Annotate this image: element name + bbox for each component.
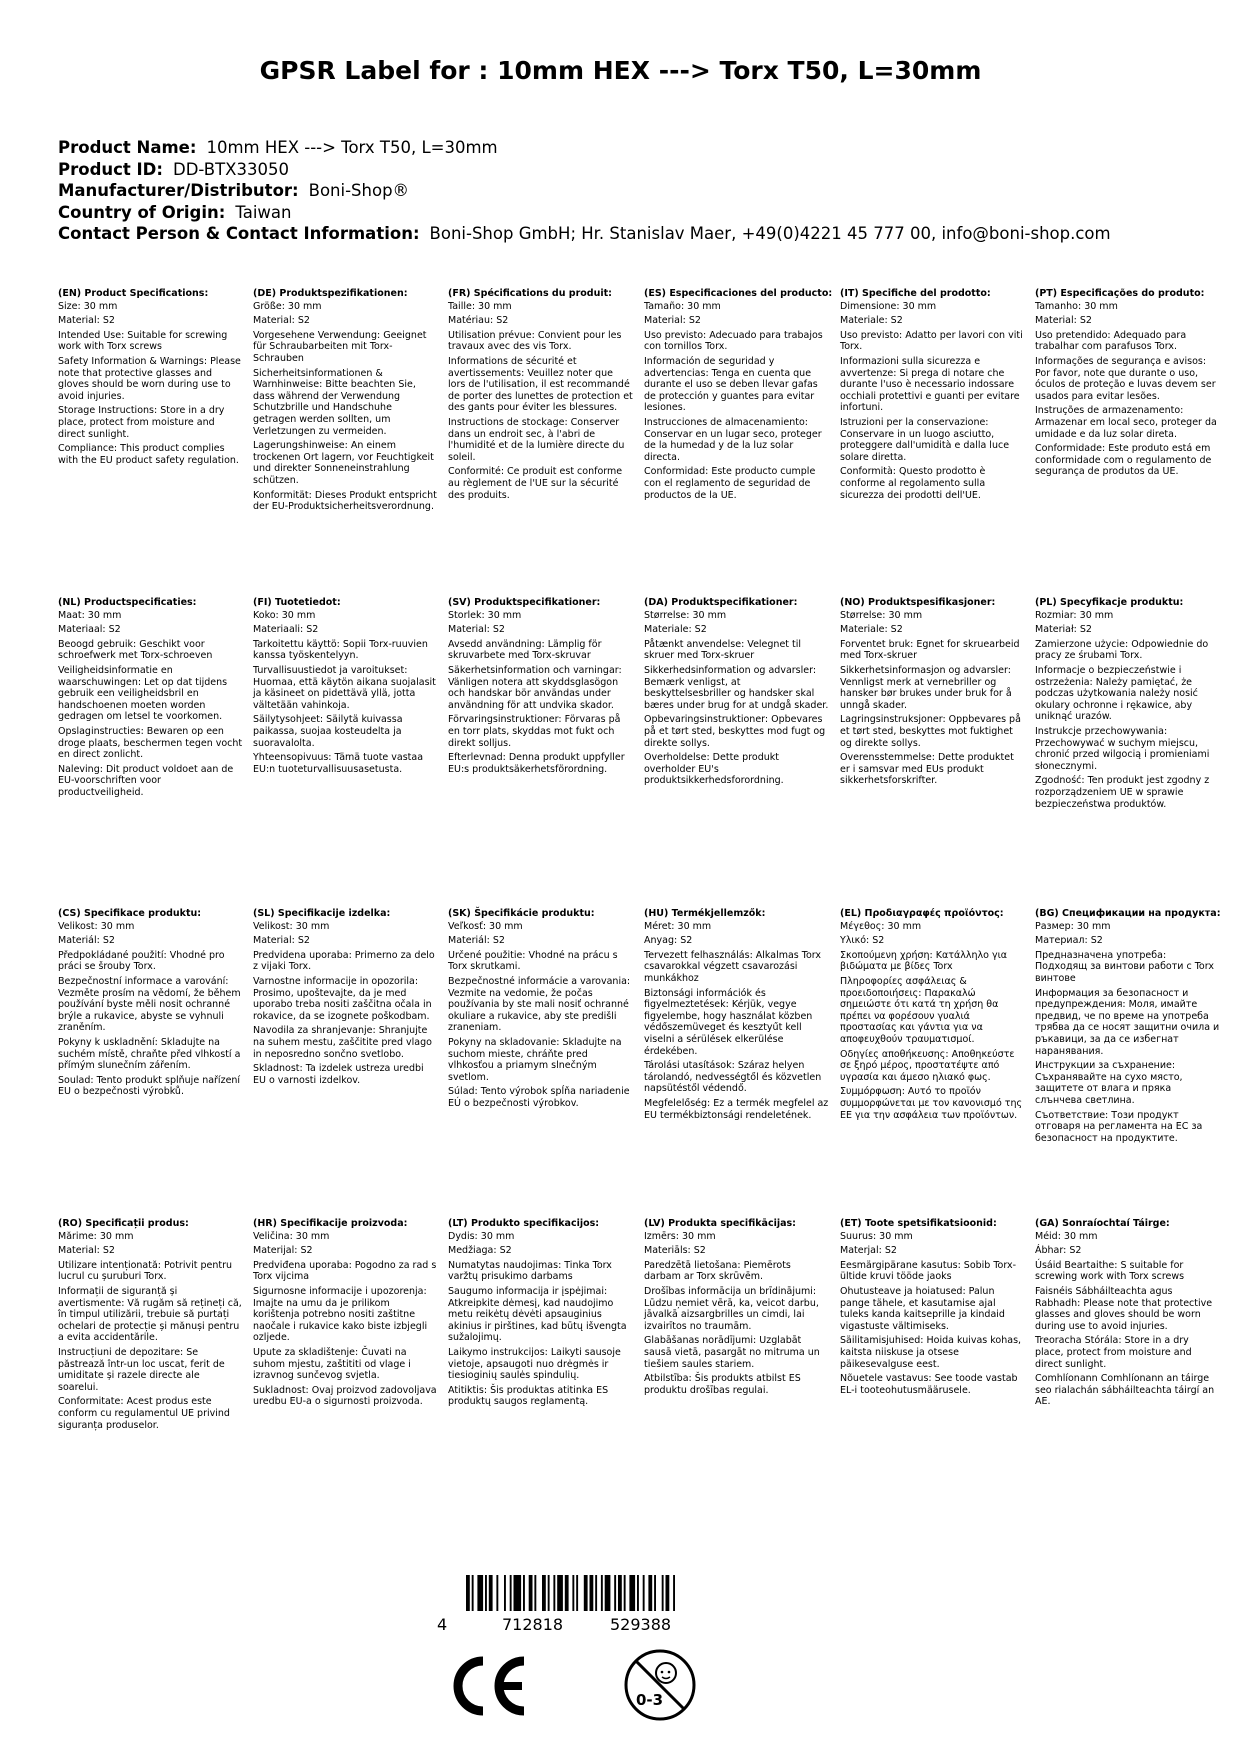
spec-line: Tervezett felhasználás: Alkalmas Torx csavarokkal végzett csavarozási munkákhoz	[644, 949, 822, 984]
spec-line: Veiligheidsinformatie en waarschuwingen: Let op dat tijdens gebruik een veiligheidsbril en handschoenen moeten worden gedragen om letsel te voorkomen.	[58, 664, 228, 723]
spec-line: Bezpečnostní informace a varování: Vezměte prosím na vědomí, že během používání byste měli nosit ochranné brýle a rukavice, abyste se vyhnuli zraněním.	[58, 975, 241, 1034]
barcode-bar	[472, 1575, 474, 1611]
spec-block	[58, 597, 243, 799]
barcode-bar	[673, 1575, 675, 1611]
spec-line: Izmērs: 30 mm	[644, 1230, 716, 1242]
spec-block	[1035, 288, 1220, 478]
spec-line: Sicherheitsinformationen & Warnhinweise: Bitte beachten Sie, dass während der Verwendung Schutzbrille und Handschuhe getragen werden sollten, um Verletzungen zu vermeiden.	[253, 367, 416, 437]
spec-line: Efterlevnad: Denna produkt uppfyller EU:s produktsäkerhetsförordning.	[448, 752, 625, 775]
spec-line: Υλικό: S2	[840, 935, 885, 947]
spec-line: Opbevaringsinstruktioner: Opbevares på et tørt sted, beskyttes mod fugt og direkte sollys.	[644, 714, 826, 749]
spec-line: Съответствие: Този продукт отговаря на регламента на ЕС за безопасност на продуктите.	[1035, 1109, 1203, 1144]
barcode-bar	[514, 1575, 522, 1611]
spec-line: Materiaali: S2	[253, 624, 319, 636]
meta-row	[58, 180, 1208, 202]
spec-line: Sukladnost: Ovaj proizvod zadovoljava uredbu EU-a o sigurnosti proizvoda.	[253, 1384, 437, 1408]
spec-line: Upute za skladištenje: Čuvati na suhom mjestu, zaštititi od vlage i izravnog sunčevog svjetla.	[253, 1346, 411, 1382]
spec-heading: (LT) Produkto specifikacijos:	[448, 1218, 600, 1229]
spec-line: Opslaginstructies: Bewaren op een droge plaats, beschermen tegen vocht en direct zonlicht.	[58, 725, 243, 761]
spec-heading: (HR) Specifikacije proizvoda:	[253, 1218, 408, 1229]
ce-mark-icon	[450, 1655, 530, 1717]
barcode-bar	[605, 1575, 611, 1611]
spec-heading: (ET) Toote spetsifikatsioonid:	[840, 1218, 997, 1229]
spec-line: Overensstemmelse: Dette produktet er i samsvar med EUs produkt sikkerhetsforskrifter.	[840, 752, 1014, 787]
spec-heading: (NL) Productspecificaties:	[58, 597, 197, 608]
barcode-bar	[595, 1575, 597, 1611]
spec-line: Instruções de armazenamento: Armazenar em local seco, proteger da umidade e da luz solar direta.	[1035, 405, 1217, 440]
meta-value: Boni-Shop®	[308, 181, 410, 200]
spec-heading: (RO) Specificații produs:	[58, 1218, 189, 1229]
meta-value: 10mm HEX ---> Torx T50, L=30mm	[206, 138, 498, 157]
spec-line: Materiál: S2	[58, 935, 115, 947]
spec-line: Sikkerhedsinformation og advarsler: Bemærk venligst, at beskyttelsesbriller og handsker skal bæres under brug for at undgå skader.	[644, 664, 829, 711]
spec-line: Predviđena uporaba: Pogodno za rad s Torx vijcima	[253, 1259, 437, 1283]
barcode-bar	[576, 1575, 578, 1611]
spec-line: Informacje o bezpieczeństwie i ostrzeżenia: Należy pamiętać, że podczas użytkowania należy nosić okulary ochronne i rękawice, aby uniknąć urazów.	[1035, 664, 1198, 723]
barcode-bar	[618, 1575, 622, 1611]
spec-heading: (NO) Produktspesifikasjoner:	[840, 597, 996, 608]
spec-line: Materiál: S2	[448, 935, 505, 947]
spec-line: Dydis: 30 mm	[448, 1230, 515, 1242]
spec-line: Eesmärgipärane kasutus: Sobib Torx-ültide kruvi tööde jaoks	[840, 1259, 1017, 1283]
spec-block	[448, 288, 633, 501]
spec-block	[840, 1218, 1025, 1396]
spec-line: Zgodność: Ten produkt jest zgodny z rozporządzeniem UE w sprawie bezpieczeństwa produktów.	[1035, 775, 1210, 810]
barcode-bar	[654, 1575, 656, 1611]
barcode-bar	[662, 1575, 664, 1611]
spec-line: Conformità: Questo prodotto è conforme al regolamento sulla sicurezza dei prodotti dell'UE.	[840, 466, 986, 501]
spec-line: Μέγεθος: 30 mm	[840, 920, 922, 932]
spec-block	[448, 908, 633, 1110]
meta-row	[58, 137, 1208, 159]
spec-heading: (DA) Produktspecifikationer:	[644, 597, 798, 608]
spec-block	[840, 908, 1025, 1121]
spec-line: Úsáid Beartaithe: S suitable for screwing work with Torx screws	[1035, 1259, 1185, 1283]
spec-line: Beoogd gebruik: Geschikt voor schroefwerk met Torx-schroeven	[58, 638, 213, 662]
spec-line: Treoracha Stórála: Store in a dry place, protect from moisture and direct sunlight.	[1035, 1335, 1192, 1370]
barcode-bar	[614, 1575, 616, 1611]
spec-block	[840, 597, 1025, 787]
spec-line: Συμμόρφωση: Αυτό το προϊόν συμμορφώνεται με τον κανονισμό της ΕΕ για την ασφάλεια των προϊόντων.	[840, 1086, 1023, 1121]
spec-line: Tamaño: 30 mm	[644, 300, 721, 312]
spec-line: Storage Instructions: Store in a dry place, protect from moisture and direct sunlight.	[58, 405, 225, 440]
spec-line: Инструкции за съхранение: Съхранявайте на сухо място, защитете от влага и пряка слънчева светлина.	[1035, 1060, 1183, 1106]
spec-line: Förvaringsinstruktioner: Förvaras på en torr plats, skyddas mot fukt och direkt solljus.	[448, 714, 621, 749]
spec-line: Pokyny na skladovanie: Skladujte na suchom mieste, chráňte pred vlhkosťou a priamym slnečným svetlom.	[448, 1036, 622, 1083]
spec-line: Instrukcje przechowywania: Przechowywać w suchym miejscu, chronić przed wilgocią i promieniami słonecznymi.	[1035, 725, 1210, 772]
barcode-bar	[584, 1575, 588, 1611]
spec-line: Instructions de stockage: Conserver dans un endroit sec, à l'abri de l'humidité et de la lumière directe du soleil.	[448, 416, 625, 463]
spec-line: Rozmiar: 30 mm	[1035, 609, 1114, 621]
meta-key: Manufacturer/Distributor:	[58, 181, 299, 200]
barcode-bar	[557, 1575, 563, 1611]
page-title: GPSR Label for : 10mm HEX ---> Torx T50, L=30mm	[259, 56, 982, 85]
spec-line: Οδηγίες αποθήκευσης: Αποθηκεύστε σε ξηρό μέρος, προστατέψτε από υγρασία και άμεσο ηλιακό φως.	[840, 1048, 1015, 1083]
barcode-bar	[489, 1575, 493, 1611]
barcode-bar	[590, 1575, 594, 1611]
spec-line: Informazioni sulla sicurezza e avvertenze: Si prega di notare che durante l'uso è necessario indossare occhiali protettivi e guanti per evitare infortuni.	[840, 355, 1020, 414]
spec-line: Størrelse: 30 mm	[644, 609, 727, 621]
spec-line: Materiaal: S2	[58, 624, 121, 636]
spec-line: Conformité: Ce produit est conforme au règlement de l'UE sur la sécurité des produits.	[448, 466, 623, 501]
meta-row	[58, 159, 1208, 181]
spec-block	[1035, 597, 1220, 810]
spec-line: Conformidad: Este producto cumple con el reglamento de seguridad de productos de la UE.	[644, 466, 816, 501]
spec-line: Säilitamisjuhised: Hoida kuivas kohas, kaitsta niiskuse ja otsese päikesevalguse eest.	[840, 1335, 1022, 1370]
meta-key: Product Name:	[58, 138, 197, 157]
spec-line: Forventet bruk: Egnet for skruearbeid med Torx-skruer	[840, 638, 1020, 662]
barcode-bar	[565, 1575, 569, 1611]
spec-heading: (SV) Produktspecifikationer:	[448, 597, 601, 608]
spec-line: Istruzioni per la conservazione: Conservare in un luogo asciutto, proteggere dall'umidità e dalla luce solare diretta.	[840, 416, 1010, 463]
meta-row	[58, 202, 1208, 224]
spec-line: Předpokládané použití: Vhodné pro práci se šrouby Torx.	[58, 949, 225, 973]
spec-line: Tarkoitettu käyttö: Sopii Torx-ruuvien kanssa työskentelyyn.	[253, 638, 428, 662]
spec-heading: (PL) Specyfikacje produktu:	[1035, 597, 1184, 608]
spec-line: Material: S2	[253, 315, 310, 327]
spec-block	[448, 597, 633, 775]
spec-line: Tárolási utasítások: Száraz helyen tárolandó, nedvességtől és közvetlen napsütéstől védendő.	[644, 1060, 822, 1095]
spec-line: Pokyny k uskladnění: Skladujte na suchém místě, chraňte před vlhkostí a přímým slunečním zářením.	[58, 1036, 241, 1072]
barcode-bar	[666, 1575, 670, 1611]
barcode-bar	[466, 1575, 470, 1611]
spec-line: Turvallisuustiedot ja varoitukset: Huomaa, että käytön aikana suojalasit ja käsineet on pidettävä yllä, jotta vältetään vahinkoja.	[253, 664, 436, 711]
spec-heading: (FI) Tuotetiedot:	[253, 597, 341, 608]
spec-line: Comhlíonann Comhlíonann an táirge seo rialachán sábháilteachta táirgí an AE.	[1035, 1373, 1215, 1408]
spec-line: Säkerhetsinformation och varningar: Vänligen notera att skyddsglasögon och handskar bör användas under användning för att undvika skador.	[448, 664, 622, 711]
spec-line: Uso previsto: Adatto per lavori con viti Torx.	[840, 329, 1023, 353]
spec-line: Atbilstība: Šis produkts atbilst ES produktu drošības regulai.	[644, 1373, 801, 1396]
spec-line: Glabāšanas norādījumi: Uzglabāt sausā vietā, pasargāt no mitruma un tiešiem saules stariem.	[644, 1335, 820, 1370]
spec-line: Instrucțiuni de depozitare: Se păstrează într-un loc uscat, ferit de umiditate și razele directe ale soarelui.	[58, 1346, 225, 1393]
spec-heading: (PT) Especificações do produto:	[1035, 288, 1205, 299]
meta-key: Country of Origin:	[58, 202, 226, 222]
spec-line: Conformitate: Acest produs este conform cu regulamentul UE privind siguranța produselor.	[58, 1396, 230, 1431]
spec-line: Größe: 30 mm	[253, 300, 322, 312]
spec-heading: (LV) Produkta specifikācijas:	[644, 1218, 796, 1229]
barcode-bar	[637, 1575, 639, 1611]
spec-line: Súlad: Tento výrobok spĺňa nariadenie EÚ o bezpečnosti výrobkov.	[448, 1086, 630, 1109]
spec-block	[58, 908, 243, 1098]
spec-heading: (IT) Specifiche del prodotto:	[840, 288, 991, 299]
spec-line: Velikost: 30 mm	[58, 920, 135, 932]
spec-line: Overholdelse: Dette produkt overholder EU's produktsikkerhedsforordning.	[644, 752, 784, 787]
barcode-bar	[624, 1575, 626, 1611]
spec-line: Materjal: S2	[840, 1245, 897, 1257]
product-meta	[58, 137, 1208, 245]
barcode-bar	[548, 1575, 550, 1611]
spec-line: Dimensione: 30 mm	[840, 300, 937, 312]
spec-line: Размер: 30 mm	[1035, 920, 1111, 932]
barcode-group-2: 529388	[610, 1615, 672, 1634]
spec-line: Naleving: Dit product voldoet aan de EU-voorschriften voor productveiligheid.	[58, 763, 234, 798]
spec-line: Tamanho: 30 mm	[1035, 300, 1118, 312]
spec-line: Velikost: 30 mm	[253, 920, 330, 932]
spec-line: Uso previsto: Adecuado para trabajos con tornillos Torx.	[644, 329, 823, 353]
barcode-bar	[529, 1575, 533, 1611]
spec-line: Zamierzone użycie: Odpowiednie do pracy ze śrubami Torx.	[1035, 638, 1209, 662]
spec-line: Lagringsinstruksjoner: Oppbevares på et tørt sted, beskyttes mot fuktighet og direkte sollys.	[840, 714, 1021, 749]
spec-line: Sikkerhetsinformasjon og advarsler: Vennligst merk at vernebriller og hansker bør brukes under bruk for å unngå skader.	[840, 664, 1012, 711]
spec-line: Suurus: 30 mm	[840, 1230, 913, 1242]
spec-line: Laikymo instrukcijos: Laikyti sausoje vietoje, apsaugoti nuo drėgmės ir tiesioginių saulės spindulių.	[448, 1346, 621, 1382]
spec-line: Materiał: S2	[1035, 624, 1092, 636]
spec-block	[1035, 908, 1220, 1144]
barcode-group-1: 712818	[502, 1615, 564, 1634]
spec-line: Material: S2	[58, 315, 115, 327]
spec-line: Utilizare intenționată: Potrivit pentru lucrul cu șuruburi Torx.	[58, 1259, 233, 1283]
barcode-bar	[485, 1575, 487, 1611]
spec-line: Mărime: 30 mm	[58, 1230, 134, 1242]
spec-line: Instrucciones de almacenamiento: Conservar en un lugar seco, proteger de la humedad y de la luz solar directa.	[644, 416, 822, 463]
barcode-bar	[648, 1575, 652, 1611]
spec-line: Ohutusteave ja hoiatused: Palun pange tähele, et kasutamise ajal tuleks kanda kaitseprille ja kindaid vigastuste vältimiseks.	[840, 1285, 1005, 1332]
spec-line: Compliance: This product complies with the EU product safety regulation.	[58, 443, 239, 466]
spec-heading: (SK) Špecifikácie produktu:	[448, 908, 595, 919]
spec-block	[644, 908, 829, 1121]
meta-value: DD-BTX33050	[172, 159, 289, 179]
spec-block	[253, 288, 438, 513]
spec-line: Megfelelőség: Ez a termék megfelel az EU termékbiztonsági rendeletének.	[644, 1097, 829, 1121]
spec-line: Veličina: 30 mm	[253, 1230, 330, 1242]
meta-row	[58, 223, 1208, 245]
spec-line: Faisnéis Sábháilteachta agus Rabhadh: Please note that protective glasses and gloves should be worn during use to avoid injuries.	[1035, 1285, 1213, 1332]
meta-value: Boni-Shop GmbH; Hr. Stanislav Maer, +49(0)4221 45 777 00, info@boni-shop.com	[429, 224, 1111, 243]
barcode-bar	[553, 1575, 555, 1611]
spec-line: Størrelse: 30 mm	[840, 609, 923, 621]
spec-line: Drošības informācija un brīdinājumi: Lūdzu ņemiet vērā, ka, veicot darbu, jāvalkā aizsargbrilles un cimdi, lai izvairītos no traumām.	[644, 1285, 819, 1332]
spec-block	[840, 288, 1025, 501]
spec-line: Materiale: S2	[840, 624, 903, 636]
spec-heading: (SL) Specifikacije izdelka:	[253, 908, 391, 919]
barcode	[466, 1575, 740, 1611]
spec-line: Bezpečnostné informácie a varovania: Vezmite na vedomie, že počas používania by ste mali nosiť ochranné okuliare a rukavice, aby ste predišli zraneniam.	[448, 975, 631, 1034]
spec-line: Nõuetele vastavus: See toode vastab EL-i tooteohutusmäärusele.	[840, 1373, 1018, 1396]
spec-line: Πληροφορίες ασφάλειας & προειδοποιήσεις: Παρακαλώ σημειώστε ότι κατά τη χρήση θα πρέπει να φορέσουν γυαλιά προστασίας και γάντια για να αποφευχθούν τραυματισμοί.	[840, 975, 999, 1045]
barcode-bar	[510, 1575, 512, 1611]
spec-line: Предназначена употреба: Подходящ за винтови работи с Torx винтове	[1035, 949, 1214, 984]
spec-line: Materiale: S2	[644, 624, 707, 636]
spec-line: Påtænkt anvendelse: Velegnet til skruer med Torx-skruer	[644, 638, 802, 662]
spec-line: Material: S2	[448, 624, 505, 636]
spec-block	[58, 1218, 243, 1431]
barcode-bar	[542, 1575, 546, 1611]
spec-heading: (ES) Especificaciones del producto:	[644, 288, 833, 299]
spec-line: Intended Use: Suitable for screwing work with Torx screws	[58, 329, 228, 353]
spec-line: Koko: 30 mm	[253, 609, 316, 621]
barcode-bar	[477, 1575, 483, 1611]
spec-heading: (EN) Product Specifications:	[58, 288, 209, 299]
spec-line: Utilisation prévue: Convient pour les travaux avec des vis Torx.	[448, 329, 622, 353]
barcode-bar	[534, 1575, 536, 1611]
spec-line: Material: S2	[644, 315, 701, 327]
spec-line: Méid: 30 mm	[1035, 1230, 1098, 1242]
spec-line: Informações de segurança e avisos: Por favor, note que durante o uso, óculos de proteção e luvas devem ser usados para evitar lesões.	[1035, 355, 1216, 402]
spec-line: Vorgesehene Verwendung: Geeignet für Schraubarbeiten mit Torx-Schrauben	[253, 329, 427, 364]
spec-block	[644, 288, 833, 501]
spec-heading: (FR) Spécifications du produit:	[448, 288, 612, 299]
spec-line: Информация за безопасност и предупреждения: Моля, имайте предвид, че по време на употреба трябва да се носят защитни очила и ръкавици, за да се избегнат наранявания.	[1035, 987, 1220, 1057]
spec-line: Uso pretendido: Adequado para trabalhar com parafusos Torx.	[1035, 329, 1187, 353]
spec-line: Atitiktis: Šis produktas atitinka ES produktų saugos reglamentą.	[448, 1384, 609, 1408]
barcode-bar	[496, 1575, 498, 1611]
spec-heading: (DE) Produktspezifikationen:	[253, 288, 408, 299]
spec-block	[253, 908, 438, 1086]
barcode-bar	[643, 1575, 645, 1611]
meta-key: Contact Person & Contact Information:	[58, 224, 420, 243]
age-warning-label: 0-3	[636, 1691, 664, 1709]
spec-line: Material: S2	[1035, 315, 1092, 327]
spec-line: Medžiaga: S2	[448, 1245, 512, 1257]
spec-heading: (EL) Προδιαγραφές προϊόντος:	[840, 908, 1004, 919]
spec-line: Paredzētā lietošana: Piemērots darbam ar Torx skrūvēm.	[644, 1259, 791, 1283]
spec-line: Materijal: S2	[253, 1245, 313, 1257]
spec-line: Safety Information & Warnings: Please note that protective glasses and gloves should be worn during use to avoid injuries.	[58, 355, 241, 402]
spec-line: Sigurnosne informacije i upozorenja: Imajte na umu da je prilikom korištenja potrebno nositi zaštitne naočale i rukavice kako biste izbjegli ozljede.	[253, 1285, 428, 1344]
barcode-bar	[629, 1575, 635, 1611]
spec-line: Conformidade: Este produto está em conformidade com o regulamento de segurança de produtos da UE.	[1035, 443, 1212, 478]
spec-line: Información de seguridad y advertencias: Tenga en cuenta que durante el uso se deben llevar gafas de protección y guantes para evitar lesiones.	[644, 355, 818, 414]
spec-block	[58, 288, 243, 466]
meta-value: Taiwan	[235, 202, 292, 222]
spec-line: Veľkosť: 30 mm	[448, 920, 523, 932]
spec-line: Yhteensopivuus: Tämä tuote vastaa EU:n tuoteturvallisuusasetusta.	[253, 752, 424, 775]
barcode-bar	[523, 1575, 525, 1611]
spec-line: Konformität: Dieses Produkt entspricht der EU-Produktsicherheitsverordnung.	[253, 489, 437, 513]
barcode-bar	[504, 1575, 506, 1611]
spec-line: Storlek: 30 mm	[448, 609, 522, 621]
spec-line: Size: 30 mm	[58, 300, 118, 312]
spec-line: Saugumo informacija ir įspėjimai: Atkreipkite dėmesį, kad naudojimo metu reikėtų dėvėti apsauginius akinius ir pirštines, kad būtų išvengta sužalojimų.	[448, 1285, 627, 1344]
spec-line: Material: S2	[253, 935, 310, 947]
spec-block	[448, 1218, 633, 1408]
spec-heading: (GA) Sonraíochtaí Táirge:	[1035, 1218, 1170, 1229]
spec-heading: (CS) Specifikace produktu:	[58, 908, 202, 919]
spec-line: Informații de siguranță și avertismente: Vă rugăm să rețineți că, în timpul utilizării, trebuie să purtați ochelari de protecție și mănuși pentru a evita accidentările.	[58, 1285, 242, 1344]
spec-line: Soulad: Tento produkt splňuje nařízení EU o bezpečnosti výrobků.	[58, 1074, 241, 1098]
meta-key: Product ID:	[58, 159, 163, 179]
spec-line: Ábhar: S2	[1035, 1245, 1082, 1257]
spec-line: Informations de sécurité et avertissements: Veuillez noter que lors de l'utilisation, il est recommandé de porter des lunettes de protection et des gants pour éviter les blessures.	[448, 355, 633, 414]
spec-line: Skladnost: Ta izdelek ustreza uredbi EU o varnosti izdelkov.	[253, 1063, 424, 1086]
spec-line: Avsedd användning: Lämplig för skruvarbete med Torx-skruvar	[448, 638, 602, 662]
barcode-bar	[601, 1575, 603, 1611]
spec-line: Σκοπούμενη χρήση: Κατάλληλο για βιδώματα με βίδες Torx	[840, 949, 1008, 973]
spec-line: Материал: S2	[1035, 935, 1103, 947]
barcode-left-digit: 4	[437, 1615, 448, 1634]
age-0-3-warning-icon	[622, 1647, 698, 1723]
spec-line: Taille: 30 mm	[448, 300, 512, 312]
spec-line: Numatytas naudojimas: Tinka Torx varžtų prisukimo darbams	[448, 1259, 612, 1283]
spec-line: Materiale: S2	[840, 315, 903, 327]
spec-line: Materiāls: S2	[644, 1245, 706, 1257]
spec-line: Matériau: S2	[448, 315, 509, 327]
spec-line: Maat: 30 mm	[58, 609, 122, 621]
spec-line: Anyag: S2	[644, 935, 693, 947]
spec-line: Säilytysohjeet: Säilytä kuivassa paikassa, suojaa kosteudelta ja suoravalolta.	[253, 714, 403, 749]
spec-line: Predvidena uporaba: Primerno za delo z vijaki Torx.	[253, 949, 435, 973]
spec-line: Varnostne informacije in opozorila: Prosimo, upoštevajte, da je med uporabo treba nositi zaščitna očala in rokavice, da se izognete poškodbam.	[253, 975, 432, 1022]
spec-block	[253, 1218, 438, 1408]
spec-line: Lagerungshinweise: An einem trockenen Ort lagern, vor Feuchtigkeit und direkter Sonneneinstrahlung schützen.	[253, 440, 434, 486]
spec-line: Méret: 30 mm	[644, 920, 712, 932]
spec-line: Určené použitie: Vhodné na prácu s Torx skrutkami.	[448, 949, 618, 973]
spec-heading: (HU) Termékjellemzők:	[644, 908, 766, 919]
barcode-bar	[572, 1575, 574, 1611]
spec-line: Navodila za shranjevanje: Shranjujte na suhem mestu, zaščitite pred vlago in neposredno sončno svetlobo.	[253, 1025, 432, 1060]
spec-block	[1035, 1218, 1220, 1408]
spec-heading: (BG) Спецификации на продукта:	[1035, 908, 1221, 919]
spec-block	[644, 1218, 829, 1396]
spec-block	[253, 597, 438, 775]
spec-line: Biztonsági információk és figyelmeztetések: Kérjük, vegye figyelembe, hogy használat közben védőszemüveget és kesztyűt kell viselni a sérülések elkerülése érdekében.	[644, 987, 813, 1057]
spec-line: Material: S2	[58, 1245, 115, 1257]
spec-block	[644, 597, 829, 787]
